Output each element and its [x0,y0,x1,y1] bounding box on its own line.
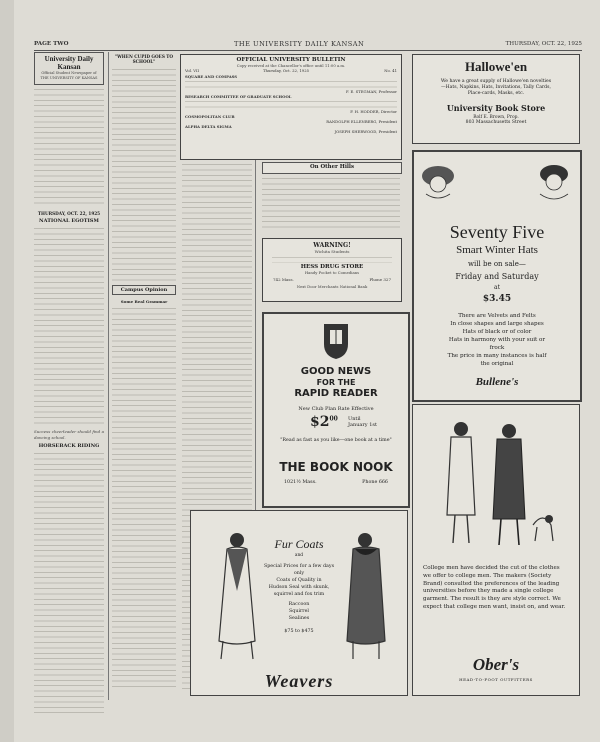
masthead-box [34,52,104,85]
weavers-fur-raccoon: Raccoon [288,602,310,607]
bulletin-item-text [185,99,397,109]
editorial-heading-national-egotism: NATIONAL EGOTISM [39,218,99,225]
warning-title: WARNING! [313,242,351,249]
book-nook-price [310,414,338,430]
obers-copy: College men have decided the cut of the clothes we offer to college men. The makers (Society Brand) consulted the preferences of the leading universities before they made a single college garment. The result is they are style correct. We expect that college men want, insist on, and wear. [423,565,566,610]
halloween-line-2: —Hats, Napkins, Hats, Invitations, Tally Cards, [441,85,551,90]
bulletin-signer: RANDOLPH ELLENBERG, President [326,119,397,125]
warning-contact [273,277,391,283]
book-nook-until-date: January 1st [348,422,377,428]
obers-logo: Ober's [472,655,520,674]
hat-illustration-right [534,154,574,204]
editorial-heading-horseback: HORSEBACK RIDING [38,443,100,450]
warning-text [272,255,392,263]
bullenes-details [414,312,580,368]
weavers-line-4: Hudson Seal with skunk, [268,585,330,590]
halloween-title: Hallowe'en [464,59,528,74]
book-nook-slogan: "Read as fast as you like—one book at a time" [280,438,392,443]
bullenes-ad [412,150,582,402]
warning-store: HESS DRUG STORE [300,264,364,271]
bullenes-detail: the original [480,361,514,367]
bulletin-item-heading: ALPHA DELTA SIGMA [185,124,232,130]
obers-tagline: HEAD-TO-FOOT OUTFITTERS [459,677,533,682]
bulletin-signer: JOSEPH SHERWOOD, President [334,129,397,135]
bulletin-item-heading: SQUARE AND COMPASS [185,74,238,80]
book-nook-phone: Phone 666 [362,480,388,485]
halloween-owner: Rolf E. Brown, Prop. [473,115,519,120]
bulletin-item-heading: RESEARCH COMMITTEE OF GRADUATE SCHOOL [185,94,292,100]
hess-drug-ad [262,238,402,302]
staff-listing [34,87,104,207]
bulletin-number: No. 41 [384,68,397,74]
woman-in-fur-coat-illustration [341,531,391,671]
bulletin-signer: F. H. HODDER, Director [350,109,397,115]
bulletin-subtitle: Copy received at the Chancellor's office until 11:00 a.m. [236,63,346,68]
masthead-subtitle: Official Student Newspaper of THE UNIVERSITY OF KANSAS [40,71,98,81]
weavers-and: and [294,553,304,558]
campus-opinion-subtitle: Some Real Grammar [120,299,168,304]
bulletin-meta [185,68,397,74]
weavers-line-1: Special Prices for a few days [263,564,335,569]
cupid-body [112,67,176,281]
page-number: PAGE TWO [34,41,69,47]
other-hills-title: On Other Hills [309,164,354,170]
header-rule [34,50,582,51]
bulletin-item-text [185,79,397,89]
college-men-illustration [425,415,565,555]
scan-edge [0,0,14,742]
bulletin-item-heading: COSMOPOLITAN CLUB [185,114,235,120]
editorial-quip: Success cheerleader should find a dancing school. [34,429,104,440]
book-nook-until-label: Until [348,416,361,422]
book-nook-headline-1: GOOD NEWS [300,366,372,377]
book-nook-crest-icon [322,322,350,360]
weavers-line-2: only [293,571,305,576]
warning-location: Next Door Merchants National Bank [296,283,368,289]
editorial-date: THURSDAY, OCT. 22, 1925 [37,210,101,216]
weavers-line-3: Coats of Quality in [276,578,322,583]
warning-subtitle: Wichita Students [314,249,350,254]
horseback-body [34,451,104,713]
bullenes-detail: Hats in harmony with your suit or [448,337,546,343]
warning-tagline: Handy Pocket to Comedians [304,270,360,276]
page-header [34,40,582,50]
halloween-ad [412,54,580,144]
warning-address: 742 Mass. [273,276,294,282]
book-nook-address: 1021½ Mass. [284,480,317,485]
bulletin-title: OFFICIAL UNIVERSITY BULLETIN [236,57,346,63]
halloween-line-1: We have a great supply of Hallowe'en novelties [440,79,552,84]
bullenes-price: $3.45 [482,294,512,304]
bullenes-at: at [494,284,500,291]
weavers-description [251,563,347,635]
weavers-headline: Fur Coats [274,537,324,551]
weavers-fur-sealines: Sealines [288,616,310,621]
obers-ad [412,404,580,696]
bullenes-logo: Bullene's [475,376,519,388]
hat-illustration-left [418,154,458,204]
weavers-fur-squirrel: Squirrel [289,609,309,614]
weavers-logo: Weavers [264,671,334,691]
other-hills-box [262,162,402,174]
halloween-address: 803 Massachusetts Street [465,120,527,125]
bulletin-signer: F. E. STEGMAN, Professor [345,89,397,95]
weavers-line-5: squirrel and fox trim [273,592,325,597]
book-nook-contact [284,480,388,486]
other-hills-text [262,176,400,232]
book-nook-headline-3: RAPID READER [294,388,378,399]
feature-column [112,52,176,690]
editorial-body [34,226,104,426]
bullenes-detail: Hats of black or of color [462,329,532,335]
book-nook-headline-2: FOR THE [316,378,356,387]
column-rule [255,160,256,510]
bullenes-headline: Seventy Five [449,222,545,242]
halloween-body [413,79,579,97]
editorial-column [34,52,104,713]
book-nook-price-dollars: $2 [310,414,330,430]
weavers-price-range: $75 to $475 [284,629,314,634]
warning-phone: Phone 327 [369,276,391,282]
bulletin-date: Thursday, Oct. 22, 1925 [263,68,310,74]
halloween-line-3: Place-cards, Masks, etc. [467,91,525,96]
issue-date: THURSDAY, OCT. 22, 1925 [505,41,582,47]
book-nook-until [348,416,377,428]
bullenes-subheadline: Smart Winter Hats [456,244,538,256]
paper-title: THE UNIVERSITY DAILY KANSAN [234,40,365,48]
bullenes-on-sale: will be on sale— [468,260,526,268]
bullenes-days: Friday and Saturday [455,272,539,281]
campus-opinion-body [112,306,176,690]
halloween-store: University Book Store [446,103,546,113]
book-nook-name: THE BOOK NOOK [279,460,393,474]
campus-opinion-box [112,285,176,295]
bullenes-detail: There are Velvets and Felts [458,313,536,319]
campus-opinion-title: Campus Opinion [120,287,168,293]
book-nook-club-plan: New Club Plan Rate Effective [298,406,374,412]
masthead-title: University Daily Kansan [44,55,94,71]
cupid-heading: "WHEN CUPID GOES TO SCHOOL" [114,54,174,64]
weavers-ad [190,510,408,696]
book-nook-ad [262,312,410,508]
spacer [262,304,264,305]
book-nook-price-cents: 00 [329,415,338,423]
bullenes-detail: In close shapes and large shapes [450,321,544,327]
column-rule [108,52,109,700]
bullenes-detail: frock [489,345,505,351]
bulletin-box [180,54,402,160]
bulletin-volume: Vol. VII [185,68,200,74]
bullenes-detail: The price in many instances is half [447,353,547,359]
bulletin-items [185,74,397,134]
